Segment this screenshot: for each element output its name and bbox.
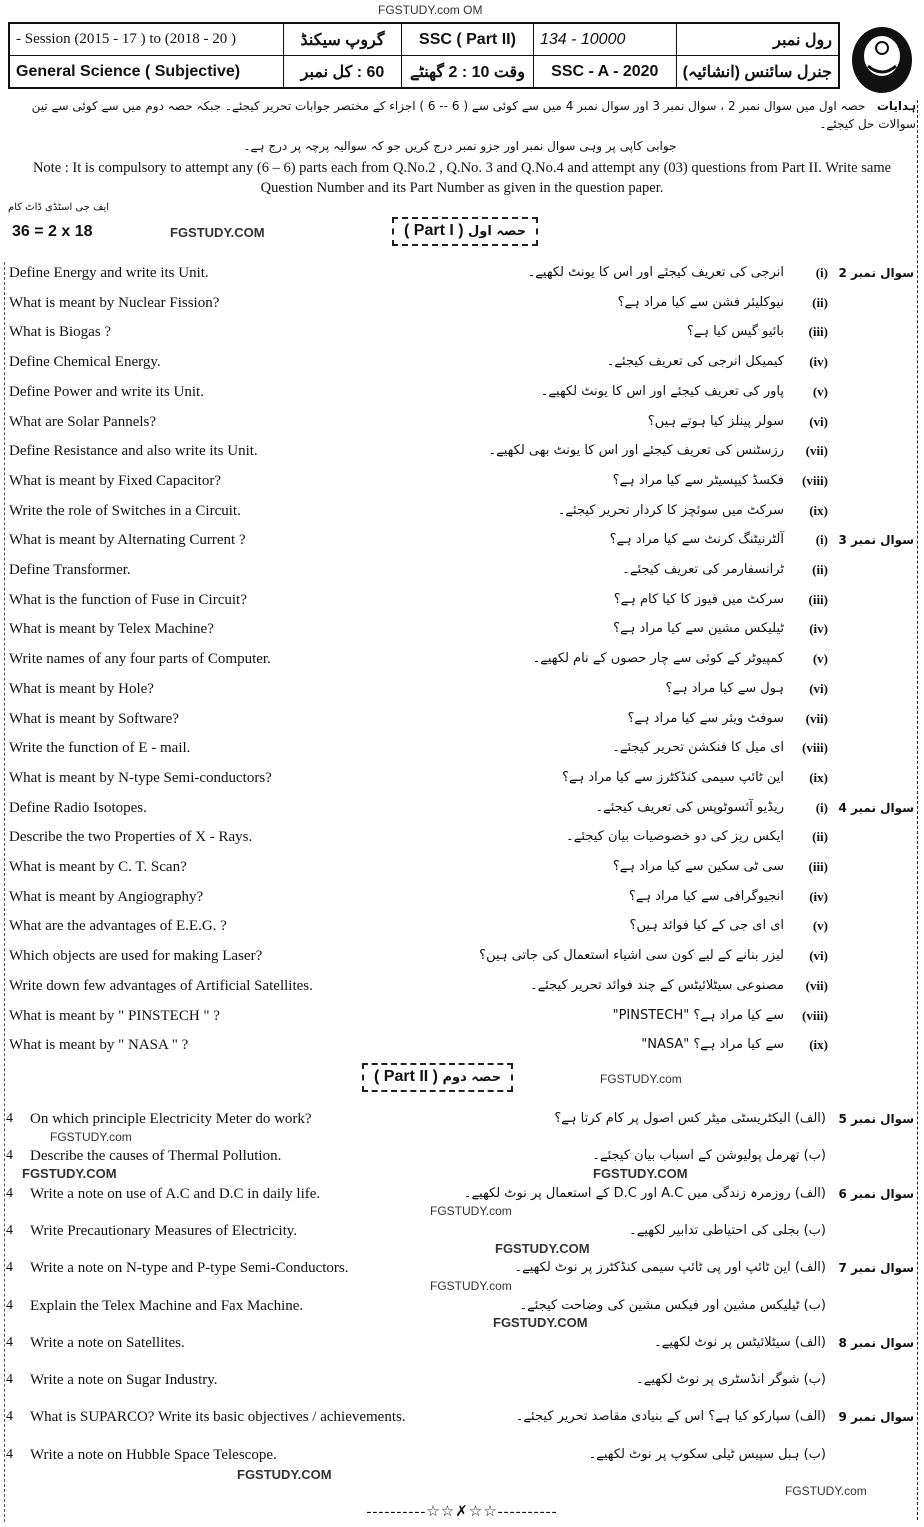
part-number: (i) bbox=[815, 532, 828, 548]
question-number: سوال نمبر 6 bbox=[838, 1186, 914, 1201]
question-row bbox=[0, 737, 916, 759]
paper-code: SSC - A - 2020 bbox=[533, 56, 676, 89]
question-text-ur: سوفٹ ویئر سے کیا مراد ہے؟ bbox=[627, 710, 784, 726]
question-row bbox=[0, 1005, 916, 1027]
question-text-ur: پاور کی تعریف کیجئے اور اس کا یونٹ لکھیے۔ bbox=[540, 383, 784, 399]
part-number: (viii) bbox=[802, 1007, 828, 1023]
question-text-ur: ہول سے کیا مراد ہے؟ bbox=[665, 680, 784, 696]
watermark: FGSTUDY.COM bbox=[170, 225, 265, 240]
question-text-en: Write down few advantages of Artificial Satellites. bbox=[9, 977, 313, 994]
subject-urdu: جنرل سائنس (انشائیہ) bbox=[676, 56, 839, 89]
question-text-ur: سی ٹی سکین سے کیا مراد ہے؟ bbox=[612, 859, 784, 874]
question-marks: 4 bbox=[6, 1446, 13, 1462]
question-row bbox=[0, 826, 916, 848]
question-row bbox=[0, 411, 916, 433]
question-row bbox=[0, 678, 916, 700]
question-row bbox=[0, 1108, 916, 1130]
part-number: (ix) bbox=[809, 1037, 828, 1053]
question-text-ur: ای میل کا فنکشن تحریر کیجئے۔ bbox=[612, 740, 784, 756]
site-name-urdu: ایف جی اسٹڈی ڈاٹ کام bbox=[8, 202, 110, 213]
question-row bbox=[0, 1183, 916, 1205]
question-row bbox=[0, 292, 916, 314]
group: گروپ سیکنڈ bbox=[284, 23, 402, 56]
question-row bbox=[0, 648, 916, 670]
question-text-ur: (الف) سپارکو کیا ہے؟ اس کے بنیادی مقاصد تحریر کیجئے۔ bbox=[515, 1409, 826, 1425]
question-text-en: What is SUPARCO? Write its basic objectives / achievements. bbox=[30, 1409, 406, 1426]
part2-title-ur: حصہ دوم bbox=[442, 1070, 502, 1085]
question-row bbox=[0, 886, 916, 908]
part-number: (vi) bbox=[809, 948, 828, 964]
part-number: (iii) bbox=[808, 591, 828, 607]
question-text-en: What is meant by Hole? bbox=[9, 680, 154, 697]
part1-title-en: ( Part I ) bbox=[404, 222, 464, 239]
question-text-en: Define Energy and write its Unit. bbox=[9, 265, 209, 281]
watermark: FGSTUDY.com bbox=[50, 1130, 132, 1144]
question-text-en: What is meant by N-type Semi-conductors? bbox=[9, 769, 272, 786]
question-text-ur: "NASA" سے کیا مراد ہے؟ bbox=[641, 1037, 784, 1053]
part-number: (i) bbox=[815, 799, 828, 815]
question-text-ur: رزسٹنس کی تعریف کیجئے اور اس کا یونٹ بھی لکھیے۔ bbox=[488, 443, 784, 459]
question-row bbox=[0, 559, 916, 581]
question-text-ur: انجیوگرافی سے کیا مراد ہے؟ bbox=[628, 888, 784, 904]
question-row bbox=[0, 1257, 916, 1279]
question-text-ur: (ب) ٹیلیکس مشین اور فیکس مشین کی وضاحت کیجئے۔ bbox=[519, 1297, 826, 1313]
watermark: FGSTUDY.com OM bbox=[378, 3, 483, 17]
question-text-ur: ایکس ریز کی دو خصوصیات بیان کیجئے۔ bbox=[566, 829, 784, 845]
subject: General Science ( Subjective) bbox=[9, 56, 284, 89]
question-text-en: Describe the causes of Thermal Pollution. bbox=[30, 1148, 282, 1165]
part-number: (viii) bbox=[802, 472, 828, 488]
board-emblem-icon bbox=[846, 22, 918, 94]
part-number: (iv) bbox=[809, 888, 828, 904]
question-marks: 4 bbox=[6, 1185, 13, 1201]
question-row bbox=[0, 529, 916, 551]
question-text-en: Define Power and write its Unit. bbox=[9, 383, 204, 400]
question-row bbox=[0, 1295, 916, 1317]
watermark: FGSTUDY.COM bbox=[593, 1166, 688, 1181]
question-row bbox=[0, 618, 916, 640]
question-text-ur: (الف) این ٹائپ اور پی ٹائپ سیمی کنڈکٹرز پر نوٹ لکھیے۔ bbox=[514, 1260, 826, 1276]
question-marks: 4 bbox=[6, 1297, 13, 1313]
question-text-en: On which principle Electricity Meter do work? bbox=[30, 1111, 312, 1127]
question-text-ur: (الف) الیکٹریسٹی میٹر کس اصول پر کام کرتا ہے؟ bbox=[554, 1111, 826, 1126]
question-row bbox=[0, 945, 916, 967]
question-marks: 4 bbox=[6, 1334, 13, 1350]
roll-no-value: 134 - 10000 bbox=[533, 23, 676, 56]
question-row bbox=[0, 500, 916, 522]
question-text-en: Write a note on Hubble Space Telescope. bbox=[30, 1446, 277, 1463]
question-text-ur: انرجی کی تعریف کیجئے اور اس کا یونٹ لکھیے۔ bbox=[527, 265, 784, 280]
question-text-ur: مصنوعی سیٹلائیٹس کے چند فوائد تحریر کیجئے۔ bbox=[529, 977, 784, 993]
question-text-en: Explain the Telex Machine and Fax Machine. bbox=[30, 1297, 304, 1314]
question-marks: 4 bbox=[6, 1409, 13, 1425]
question-row bbox=[0, 1406, 916, 1428]
instructions-heading: ہدایات bbox=[876, 99, 916, 113]
question-row bbox=[0, 797, 916, 819]
question-text-en: What is meant by Angiography? bbox=[9, 888, 204, 905]
question-row bbox=[0, 915, 916, 937]
paper-header-table bbox=[8, 22, 840, 89]
question-row bbox=[0, 975, 916, 997]
question-text-ur: ریڈیو آئسوٹوپس کی تعریف کیجئے۔ bbox=[595, 799, 784, 815]
question-row bbox=[0, 470, 916, 492]
part-number: (ix) bbox=[809, 502, 828, 518]
watermark: FGSTUDY.COM bbox=[495, 1241, 590, 1256]
question-text-en: Write the role of Switches in a Circuit. bbox=[9, 502, 241, 519]
part-number: (ii) bbox=[812, 294, 828, 310]
time-allowed: وقت 10 : 2 گھنٹے bbox=[401, 56, 533, 89]
question-text-en: Define Chemical Energy. bbox=[9, 354, 161, 371]
question-row bbox=[0, 262, 916, 284]
question-text-ur: (ب) شوگر انڈسٹری پر نوٹ لکھیے۔ bbox=[636, 1372, 826, 1388]
question-text-en: What is meant by Telex Machine? bbox=[9, 621, 214, 638]
question-text-ur: بائیو گیس کیا ہے؟ bbox=[686, 324, 784, 340]
question-text-en: What is Biogas ? bbox=[9, 324, 112, 341]
question-text-ur: لیزر بنانے کے لیے کون سی اشیاء استعمال کی جاتی ہیں؟ bbox=[479, 948, 784, 964]
question-number: سوال نمبر 3 bbox=[838, 533, 914, 548]
question-row bbox=[0, 351, 916, 373]
question-text-en: What is meant by Fixed Capacitor? bbox=[9, 472, 222, 489]
part1-marks: 36 = 2 x 18 bbox=[12, 223, 93, 240]
watermark: FGSTUDY.COM bbox=[493, 1315, 588, 1330]
question-text-en: What is meant by " NASA " ? bbox=[9, 1037, 189, 1054]
class: SSC ( Part II) bbox=[401, 23, 533, 56]
question-text-ur: (ب) تھرمل پولیوشن کے اسباب بیان کیجئے۔ bbox=[592, 1148, 826, 1164]
question-text-ur: (الف) سیٹلائیٹس پر نوٹ لکھیے۔ bbox=[654, 1334, 826, 1350]
question-text-ur: ٹرانسفارمر کی تعریف کیجئے۔ bbox=[622, 562, 784, 577]
part-number: (iv) bbox=[809, 354, 828, 370]
question-text-ur: نیوکلیئر فشن سے کیا مراد ہے؟ bbox=[617, 294, 784, 310]
part-number: (v) bbox=[812, 383, 828, 399]
watermark: FGSTUDY.com bbox=[785, 1484, 867, 1498]
watermark: FGSTUDY.com bbox=[600, 1072, 682, 1086]
question-text-ur: کیمیکل انرجی کی تعریف کیجئے۔ bbox=[606, 354, 784, 370]
question-text-en: What is meant by C. T. Scan? bbox=[9, 859, 187, 875]
question-row bbox=[0, 381, 916, 403]
question-row bbox=[0, 1332, 916, 1354]
question-text-en: What is the function of Fuse in Circuit? bbox=[9, 591, 247, 608]
roll-no-label: رول نمبر bbox=[676, 23, 839, 56]
question-text-ur: سرکٹ میں فیوز کا کیا کام ہے؟ bbox=[613, 591, 784, 607]
question-number: سوال نمبر 8 bbox=[838, 1335, 914, 1350]
question-row bbox=[0, 1220, 916, 1242]
question-row bbox=[0, 856, 916, 878]
question-text-en: Write a note on Satellites. bbox=[30, 1334, 185, 1351]
question-row bbox=[0, 1145, 916, 1167]
question-number: سوال نمبر 9 bbox=[838, 1410, 914, 1425]
part-number: (vii) bbox=[805, 977, 828, 993]
question-text-en: Write a note on use of A.C and D.C in daily life. bbox=[30, 1185, 321, 1202]
question-marks: 4 bbox=[6, 1260, 13, 1276]
watermark: FGSTUDY.COM bbox=[22, 1166, 117, 1181]
question-text-ur: (ب) بجلی کی احتیاطی تدابیر لکھیے۔ bbox=[629, 1222, 826, 1238]
question-text-ur: فکسڈ کیپسیٹر سے کیا مراد ہے؟ bbox=[612, 472, 784, 488]
question-text-ur: این ٹائپ سیمی کنڈکٹرز سے کیا مراد ہے؟ bbox=[562, 769, 784, 785]
question-text-ur: "PINSTECH" سے کیا مراد ہے؟ bbox=[612, 1007, 784, 1023]
question-marks: 4 bbox=[6, 1148, 13, 1164]
part-number: (vi) bbox=[809, 680, 828, 696]
session: - Session (2015 - 17 ) to (2018 - 20 ) bbox=[9, 23, 284, 56]
question-text-en: What are Solar Pannels? bbox=[9, 413, 157, 430]
question-number: سوال نمبر 4 bbox=[838, 800, 914, 815]
question-row bbox=[0, 1369, 916, 1391]
question-number: سوال نمبر 7 bbox=[838, 1261, 914, 1276]
part-number: (iv) bbox=[809, 621, 828, 637]
part-number: (v) bbox=[812, 918, 828, 934]
question-text-ur: ٹیلیکس مشین سے کیا مراد ہے؟ bbox=[613, 621, 784, 637]
question-text-ur: کمپیوٹر کے کوئی سے چار حصوں کے نام لکھیے۔ bbox=[532, 651, 784, 667]
part-number: (vii) bbox=[805, 710, 828, 726]
question-row bbox=[0, 708, 916, 730]
part-number: (iii) bbox=[808, 859, 828, 874]
question-text-en: Write a note on Sugar Industry. bbox=[30, 1372, 218, 1389]
question-marks: 4 bbox=[6, 1372, 13, 1388]
question-marks: 4 bbox=[6, 1222, 13, 1238]
question-text-en: What is meant by Software? bbox=[9, 710, 179, 727]
part-number: (vi) bbox=[809, 413, 828, 429]
question-text-en: What are the advantages of E.E.G. ? bbox=[9, 918, 227, 935]
question-text-en: Define Transformer. bbox=[9, 562, 131, 578]
part-number: (i) bbox=[815, 265, 828, 280]
end-of-paper-mark: ----------☆☆✗☆☆---------- bbox=[366, 1504, 558, 1520]
question-text-en: What is meant by Nuclear Fission? bbox=[9, 294, 220, 311]
question-row bbox=[0, 440, 916, 462]
question-row bbox=[0, 1034, 916, 1056]
instructions-line2: جوابی کاپی پر وہی سوال نمبر اور جزو نمبر درج کریں جو کہ سوالیہ پرچہ پر درج ہے۔ bbox=[243, 139, 677, 153]
question-number: سوال نمبر 2 bbox=[838, 266, 914, 280]
watermark: FGSTUDY.com bbox=[430, 1204, 512, 1218]
question-text-ur: (ب) ہبل سپیس ٹیلی سکوپ پر نوٹ لکھیے۔ bbox=[588, 1446, 826, 1462]
part-number: (v) bbox=[812, 651, 828, 667]
part-number: (ii) bbox=[812, 562, 828, 577]
part-number: (ix) bbox=[809, 769, 828, 785]
question-marks: 4 bbox=[6, 1111, 13, 1126]
total-marks: 60 : کل نمبر bbox=[284, 56, 402, 89]
question-row bbox=[0, 321, 916, 343]
part1-title bbox=[392, 217, 538, 246]
instructions-urdu bbox=[8, 97, 916, 133]
watermark: FGSTUDY.com bbox=[430, 1279, 512, 1293]
question-text-en: Define Radio Isotopes. bbox=[9, 799, 147, 816]
question-row bbox=[0, 767, 916, 789]
question-text-ur: آلٹرنیٹنگ کرنٹ سے کیا مراد ہے؟ bbox=[609, 532, 784, 548]
question-text-en: Which objects are used for making Laser? bbox=[9, 948, 263, 965]
part2-title-en: ( Part II ) bbox=[374, 1068, 439, 1085]
question-text-ur: سرکٹ میں سوئچز کا کردار تحریر کیجئے۔ bbox=[557, 502, 784, 518]
question-text-en: Write Precautionary Measures of Electricity. bbox=[30, 1222, 298, 1239]
question-text-en: Write names of any four parts of Computer. bbox=[9, 651, 271, 668]
question-text-en: Write the function of E - mail. bbox=[9, 740, 191, 757]
part-number: (iii) bbox=[808, 324, 828, 340]
question-text-ur: ای ای جی کے کیا فوائد ہیں؟ bbox=[629, 918, 784, 934]
question-number: سوال نمبر 5 bbox=[838, 1112, 914, 1126]
question-row bbox=[0, 589, 916, 611]
part-number: (ii) bbox=[812, 829, 828, 845]
question-text-ur: سولر پینلز کیا ہوتے ہیں؟ bbox=[647, 413, 784, 429]
watermark: FGSTUDY.COM bbox=[237, 1467, 332, 1482]
question-row bbox=[0, 1444, 916, 1466]
right-border bbox=[917, 100, 918, 1520]
question-text-en: Define Resistance and also write its Unit. bbox=[9, 443, 258, 460]
question-text-ur: (الف) روزمرہ زندگی میں A.C اور D.C کے استعمال پر نوٹ لکھیے۔ bbox=[463, 1185, 826, 1201]
instructions-line1: حصہ اول میں سوال نمبر 2 ، سوال نمبر 3 اور سوال نمبر 4 میں سے کوئی سے ( 6 -- 6 ) اجزاء کے مختصر جوابات تحریر کیجئے۔ جبکہ حصہ دوم میں سے کوئی سے تین سوالات حل کیجئے۔ bbox=[31, 99, 916, 131]
part-number: (viii) bbox=[802, 740, 828, 756]
part-number: (vii) bbox=[805, 443, 828, 459]
question-text-en: What is meant by Alternating Current ? bbox=[9, 532, 246, 549]
question-text-en: What is meant by " PINSTECH " ? bbox=[9, 1007, 220, 1024]
question-text-en: Write a note on N-type and P-type Semi-Conductors. bbox=[30, 1260, 349, 1277]
question-text-en: Describe the two Properties of X - Rays. bbox=[9, 829, 253, 846]
part1-title-ur: حصہ اول bbox=[468, 224, 527, 239]
instructions-note: Note : It is compulsory to attempt any (6 – 6) parts each from Q.No.2 , Q.No. 3 and Q.No.4 and attempt any (03) questions from Part II. Write same Question Number and its Part Number as given in the question paper. bbox=[32, 160, 892, 196]
part2-title bbox=[362, 1063, 513, 1092]
